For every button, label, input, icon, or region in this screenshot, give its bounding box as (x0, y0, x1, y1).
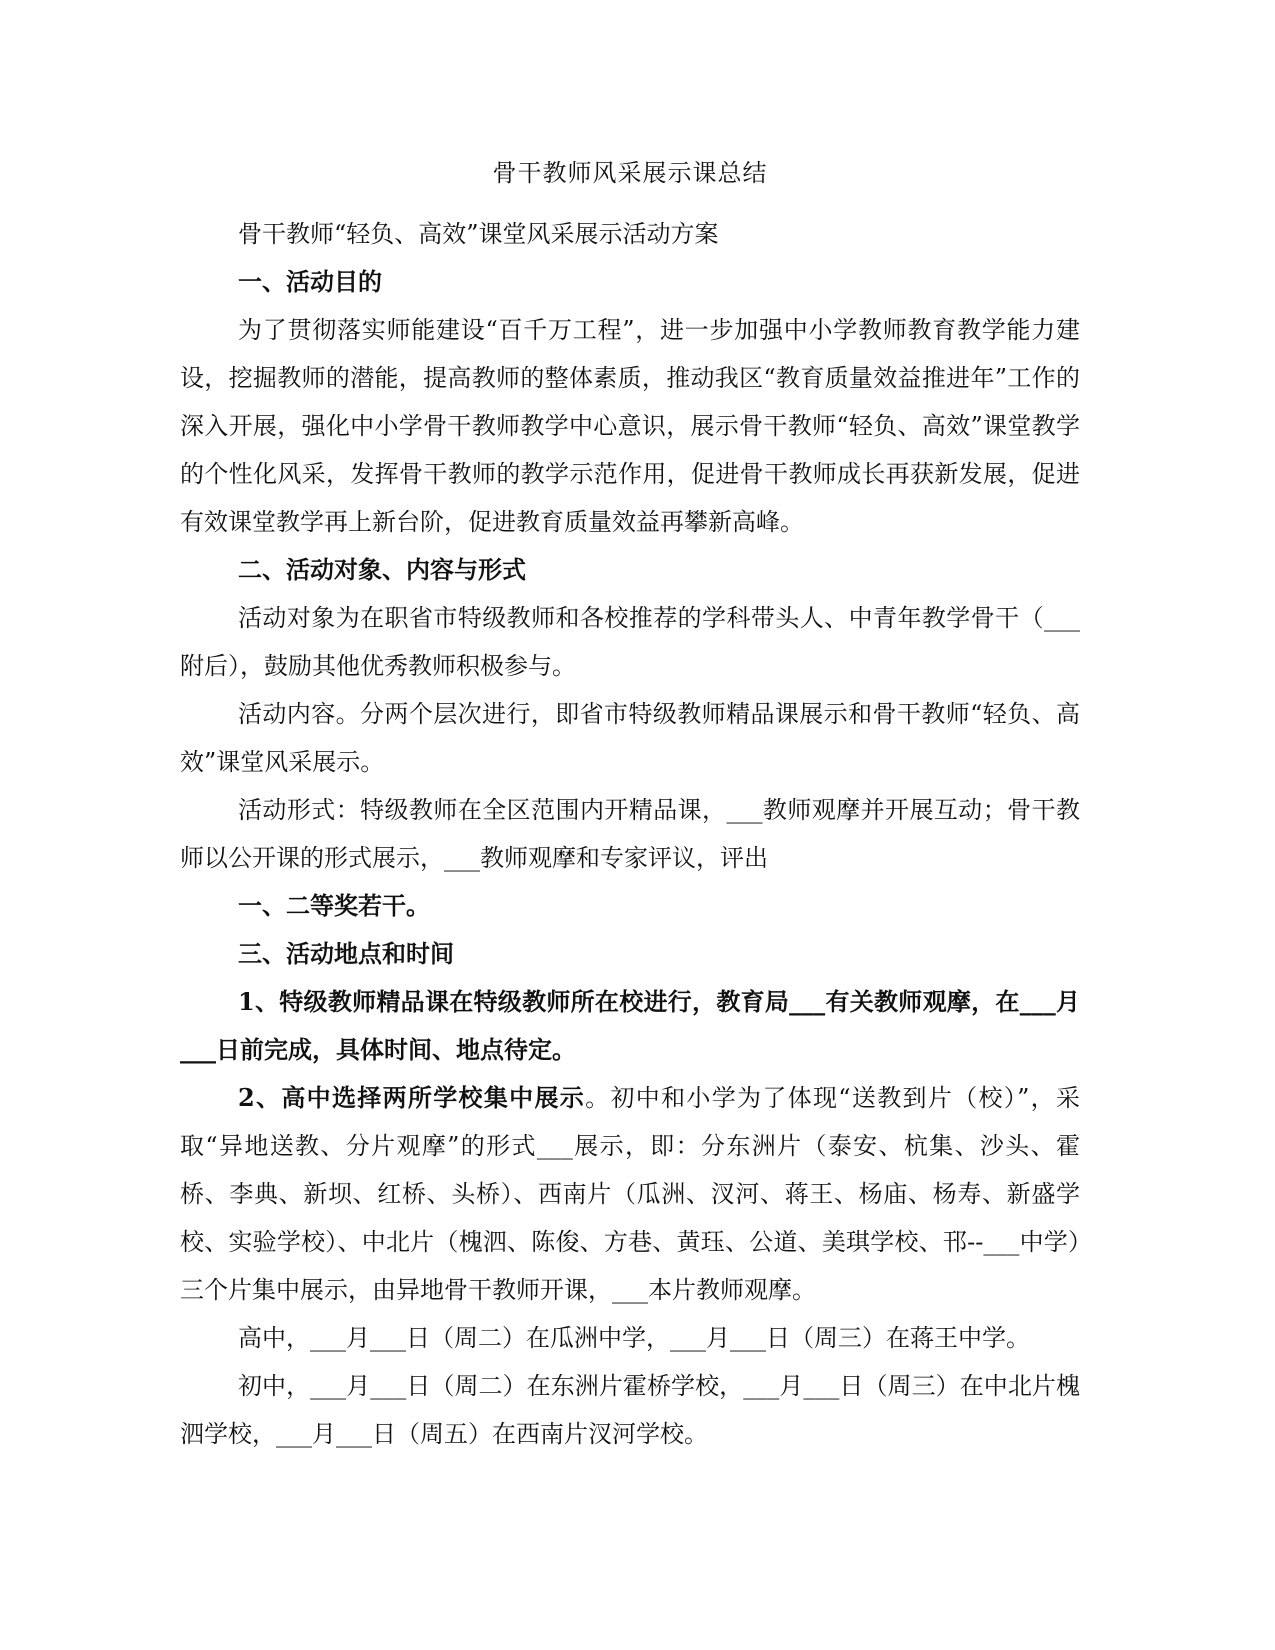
section-2-award-line: 一、二等奖若干。 (238, 891, 430, 920)
section-3-heading: 三、活动地点和时间 (238, 939, 454, 968)
plan-subtitle: 骨干教师“轻负、高效”课堂风采展示活动方案 (238, 220, 719, 248)
section-3-high-school-schedule: 高中，___月___日（周二）在瓜洲中学，___月___日（周三）在蒋王中学。 (238, 1324, 1030, 1352)
section-3-item-1: 1、特级教师精品课在特级教师所在校进行，教育局___有关教师观摩，在___月___日前完成，具体时间、地点待定。 (180, 987, 1080, 1064)
section-3-item-2-rest: 。初中和小学为了体现“送教到片（校）”，采取“异地送教、分片观摩”的形式___展示，即：分东洲片（泰安、杭集、沙头、霍桥、李典、新坝、红桥、头桥）、西南片（瓜洲、汊河、蒋王、杨庙、杨寿、新盛学校、实验学校）、中北片（槐泗、陈俊、方巷、黄珏、公道、美琪学校、邗--___中学）三个片集中展示，由异地骨干教师开课，___本片教师观摩。 (180, 1084, 1080, 1304)
section-1-paragraph: 为了贯彻落实师能建设“百千万工程”，进一步加强中小学教师教育教学能力建设，挖掘教师的潜能，提高教师的整体素质，推动我区“教育质量效益推进年”工作的深入开展，强化中小学骨干教师教学中心意识，展示骨干教师“轻负、高效”课堂教学的个性化风采，发挥骨干教师的教学示范作用，促进骨干教师成长再获新发展，促进有效课堂教学再上新台阶，促进教育质量效益再攀新高峰。 (180, 316, 1080, 536)
document-page (180, 150, 1080, 1458)
section-2-paragraph-targets: 活动对象为在职省市特级教师和各校推荐的学科带头人、中青年教学骨干（___附后），鼓励其他优秀教师积极参与。 (180, 604, 1080, 680)
section-2-heading: 二、活动对象、内容与形式 (238, 555, 526, 584)
section-2-paragraph-content: 活动内容。分两个层次进行，即省市特级教师精品课展示和骨干教师“轻负、高效”课堂风采展示。 (180, 700, 1080, 776)
document-title: 骨干教师风采展示课总结 (492, 159, 768, 187)
section-2-paragraph-format: 活动形式：特级教师在全区范围内开精品课，___教师观摩并开展互动；骨干教师以公开课的形式展示，___教师观摩和专家评议，评出 (180, 796, 1080, 872)
section-3-item-2-bold: 2、高中选择两所学校集中展示 (238, 1083, 586, 1112)
section-3-item-2 (180, 1074, 1080, 1314)
section-1-heading: 一、活动目的 (238, 267, 382, 296)
section-3-middle-school-schedule: 初中，___月___日（周二）在东洲片霍桥学校，___月___日（周三）在中北片槐泗学校，___月___日（周五）在西南片汊河学校。 (180, 1372, 1080, 1448)
